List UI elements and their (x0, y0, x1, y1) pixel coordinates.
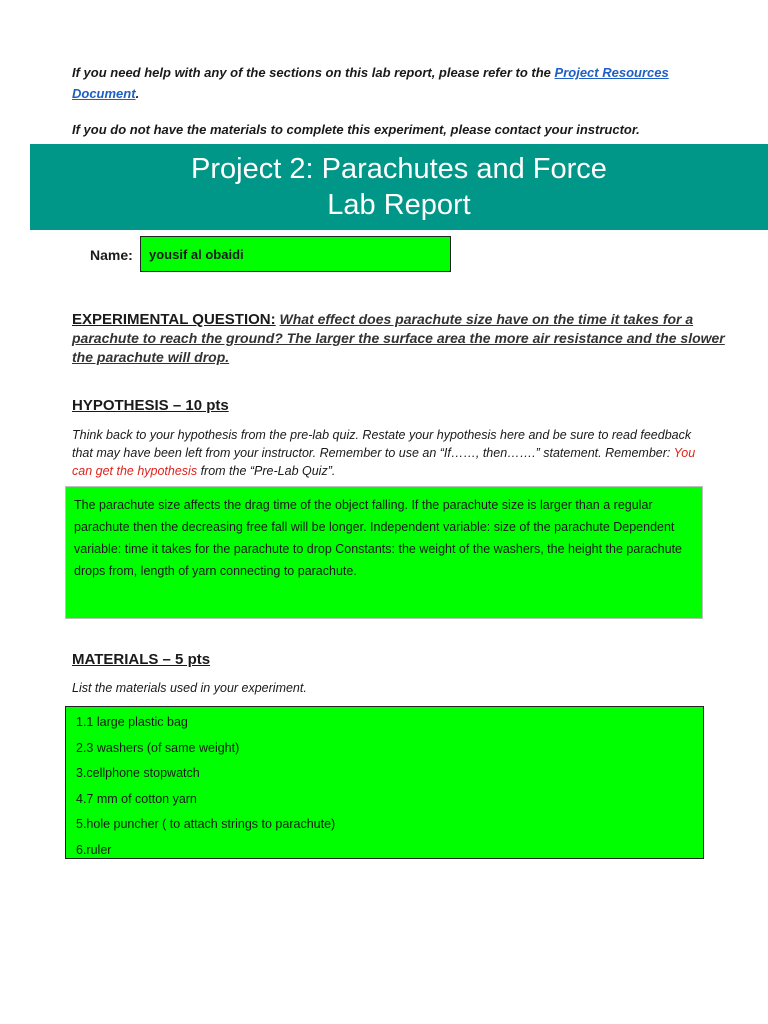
materials-list-item: 1.1 large plastic bag (76, 715, 188, 729)
help-note-suffix: . (135, 86, 140, 101)
materials-list (76, 710, 693, 863)
hypothesis-instructions-highlight: You can get the hypothesis (72, 446, 696, 478)
help-note-text: If you need help with any of the sections on this lab report, please refer to the (72, 65, 555, 80)
materials-list-item: 6.ruler (76, 842, 112, 857)
materials-note: If you do not have the materials to complete this experiment, please contact your instructor. (72, 122, 640, 137)
page-title: Project 2: Parachutes and Force (191, 153, 607, 185)
project-resources-link[interactable]: Project Resources Document (72, 65, 669, 101)
hypothesis-instructions-end: from the “Pre-Lab Quiz”. (197, 464, 336, 478)
page-subtitle: Lab Report (327, 189, 471, 221)
materials-heading: MATERIALS – 5 pts (72, 651, 211, 668)
hypothesis-answer-box[interactable]: The parachute size affects the drag time of the object falling. If the parachute size is larger than a regular parachute then the decreasing free fall will be longer. Independent variable: size of the parachute Dependent variable: time it takes for the parachute to drop Constants: the weight of the washers, the height the parachute drops from, length of yarn connecting to parachute. (65, 486, 703, 619)
experimental-question (72, 310, 732, 367)
experimental-question-label: EXPERIMENTAL QUESTION: (72, 311, 276, 328)
hypothesis-instructions-text: Think back to your hypothesis from the pre-lab quiz. Restate your hypothesis here and be sure to read feedback that may have been left from your instructor. Remember to use an “If……, then…….” statement. Remember: (72, 428, 692, 460)
materials-list-item: 5.hole puncher ( to attach strings to parachute) (76, 817, 336, 831)
materials-instructions: List the materials used in your experiment. (72, 681, 307, 695)
hypothesis-instructions (72, 426, 712, 480)
materials-list-item: 2.3 washers (of same weight) (76, 740, 240, 755)
name-field[interactable]: yousif al obaidi (140, 236, 451, 272)
materials-answer-box[interactable] (65, 706, 704, 859)
help-note (72, 62, 712, 104)
experimental-question-text: What effect does parachute size have on the time it takes for a parachute to reach the ground? The larger the surface area the more air resistance and the slower the parachute will drop. (72, 311, 725, 365)
title-banner (30, 144, 768, 230)
materials-list-item: 4.7 mm of cotton yarn (76, 791, 197, 806)
name-label: Name: (90, 247, 133, 263)
hypothesis-heading: HYPOTHESIS – 10 pts (72, 397, 229, 414)
materials-list-item: 3.cellphone stopwatch (76, 766, 200, 780)
